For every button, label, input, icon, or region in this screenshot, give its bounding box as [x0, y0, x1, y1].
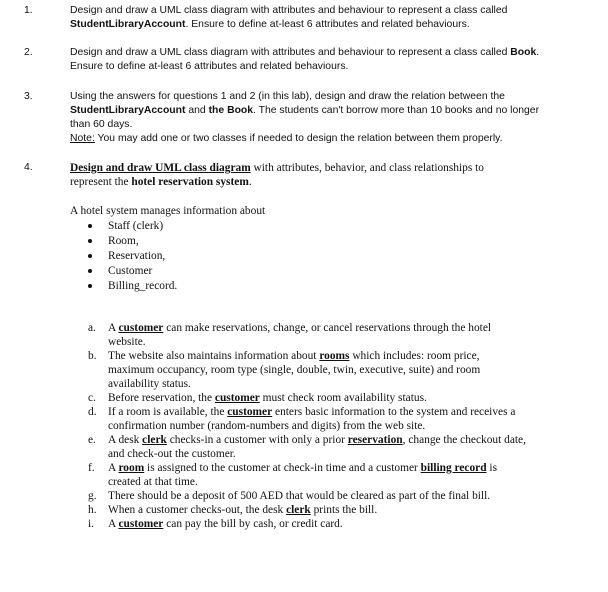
question-line: Using the answers for questions 1 and 2 (in this lab), design and draw the relation between the — [70, 91, 505, 102]
text-run: Before reservation, the — [108, 392, 215, 404]
question-line — [70, 175, 590, 189]
item-line — [108, 517, 548, 531]
bold-underlined-term: customer — [227, 406, 273, 418]
item-line: availability status. — [108, 378, 191, 390]
bold-underlined-term: rooms — [319, 350, 350, 362]
bold-underlined-term: billing record — [420, 462, 487, 474]
item-line: maximum occupancy, room type (single, double, twin, executive, suite) and room — [108, 364, 481, 376]
bullet-icon — [88, 269, 92, 273]
text-run: can pay the bill by cash, or credit card. — [163, 518, 343, 530]
question-line: than 60 days. — [70, 119, 133, 130]
bullet-text: Staff (clerk) — [108, 220, 164, 232]
item-line — [108, 461, 548, 475]
item-line — [108, 433, 548, 447]
text-run: checks-in a customer with only a prior — [166, 434, 348, 446]
question-line: Ensure to define at-least 6 attributes and related behaviours. — [70, 61, 349, 72]
text-run: When a customer checks-out, the desk — [108, 504, 287, 516]
bullet-icon — [88, 239, 92, 243]
text-run: Design and draw a UML class diagram with attributes and behaviour to represent a class called — [70, 47, 511, 58]
item-line: website. — [108, 336, 146, 348]
text-run: is — [486, 462, 498, 474]
bold-term: hotel reservation system — [131, 176, 249, 188]
question-line — [70, 104, 590, 118]
text-run: with attributes, behavior, and class relationships to — [250, 162, 485, 174]
text-run: You may add one or two classes if needed to design the relation between them properly. — [94, 133, 503, 144]
question-text — [70, 90, 590, 146]
item-label: f. — [88, 462, 95, 474]
item-label: g. — [88, 490, 97, 502]
question-text — [70, 46, 590, 74]
item-label: i. — [88, 518, 95, 530]
bullet-icon — [88, 224, 92, 228]
question-number: 2. — [24, 47, 33, 58]
question-text — [70, 4, 590, 32]
text-run: . — [248, 176, 252, 188]
text-run: . Ensure to define at-least 6 attributes and related behaviours. — [185, 19, 470, 30]
item-label: a. — [88, 322, 96, 334]
question-number: 4. — [24, 162, 33, 173]
bold-underlined-term: clerk — [142, 434, 167, 446]
text-run: . The students can't borrow more than 10 books and no longer — [253, 105, 540, 116]
text-run: represent the — [70, 176, 132, 188]
text-run: A desk — [108, 434, 143, 446]
bold-underlined-term: customer — [214, 392, 260, 404]
item-line — [108, 349, 548, 363]
bullet-text: Billing_record. — [108, 280, 178, 292]
text-run: . — [536, 47, 540, 58]
question-number: 1. — [24, 5, 33, 16]
bullet-icon — [88, 254, 92, 258]
text-run: enters basic information to the system and receives a — [272, 406, 516, 418]
bold-underlined-term: reservation — [347, 434, 403, 446]
question-line — [70, 132, 590, 146]
question-line — [70, 161, 590, 175]
item-label: c. — [88, 392, 96, 404]
bold-term: StudentLibraryAccount — [70, 19, 186, 30]
item-line — [108, 321, 548, 335]
question-text — [70, 161, 590, 189]
bold-underlined-term: room — [118, 462, 145, 474]
text-run: must check room availability status. — [259, 392, 427, 404]
text-run: is assigned to the customer at check-in time and a customer — [144, 462, 421, 474]
item-line — [108, 405, 548, 419]
question-line: Design and draw a UML class diagram with attributes and behaviour to represent a class called — [70, 5, 508, 16]
note-label: Note: — [70, 133, 95, 144]
text-run: A — [108, 462, 119, 474]
text-run: can make reservations, change, or cancel reservations through the hotel — [163, 322, 492, 334]
bold-underlined-term: customer — [118, 322, 164, 334]
item-label: e. — [88, 434, 96, 446]
bold-underlined-term: customer — [118, 518, 164, 530]
text-run: A — [108, 518, 119, 530]
item-label: d. — [88, 406, 97, 418]
text-run: The website also maintains information about — [108, 350, 320, 362]
text-run: , change the checkout date, — [402, 434, 526, 446]
bullet-text: Reservation, — [108, 250, 166, 262]
item-line: created at that time. — [108, 476, 198, 488]
intro-text: A hotel system manages information about — [70, 205, 266, 217]
text-run: and — [185, 105, 209, 116]
item-label: b. — [88, 350, 97, 362]
question-number: 3. — [24, 91, 33, 102]
item-line: and check-out the customer. — [108, 448, 236, 460]
text-run: prints the bill. — [310, 504, 378, 516]
bold-term: Book — [510, 47, 537, 58]
bold-term: StudentLibraryAccount — [70, 105, 186, 116]
bullet-text: Customer — [108, 265, 153, 277]
text-run: A — [108, 322, 119, 334]
item-label: h. — [88, 504, 97, 516]
bold-term: the Book — [208, 105, 254, 116]
bold-underlined-term: Design and draw UML class diagram — [70, 162, 251, 174]
bullet-icon — [88, 284, 92, 288]
item-line: confirmation number (random-numbers and digits) from the web site. — [108, 420, 426, 432]
bullet-text: Room, — [108, 235, 139, 247]
item-line: There should be a deposit of 500 AED that would be cleared as part of the final bill. — [108, 490, 491, 502]
text-run: If a room is available, the — [108, 406, 228, 418]
item-line — [108, 391, 548, 405]
question-line — [70, 18, 590, 32]
bold-underlined-term: clerk — [286, 504, 311, 516]
text-run: which includes: room price, — [349, 350, 480, 362]
question-line — [70, 46, 590, 60]
item-line — [108, 503, 548, 517]
